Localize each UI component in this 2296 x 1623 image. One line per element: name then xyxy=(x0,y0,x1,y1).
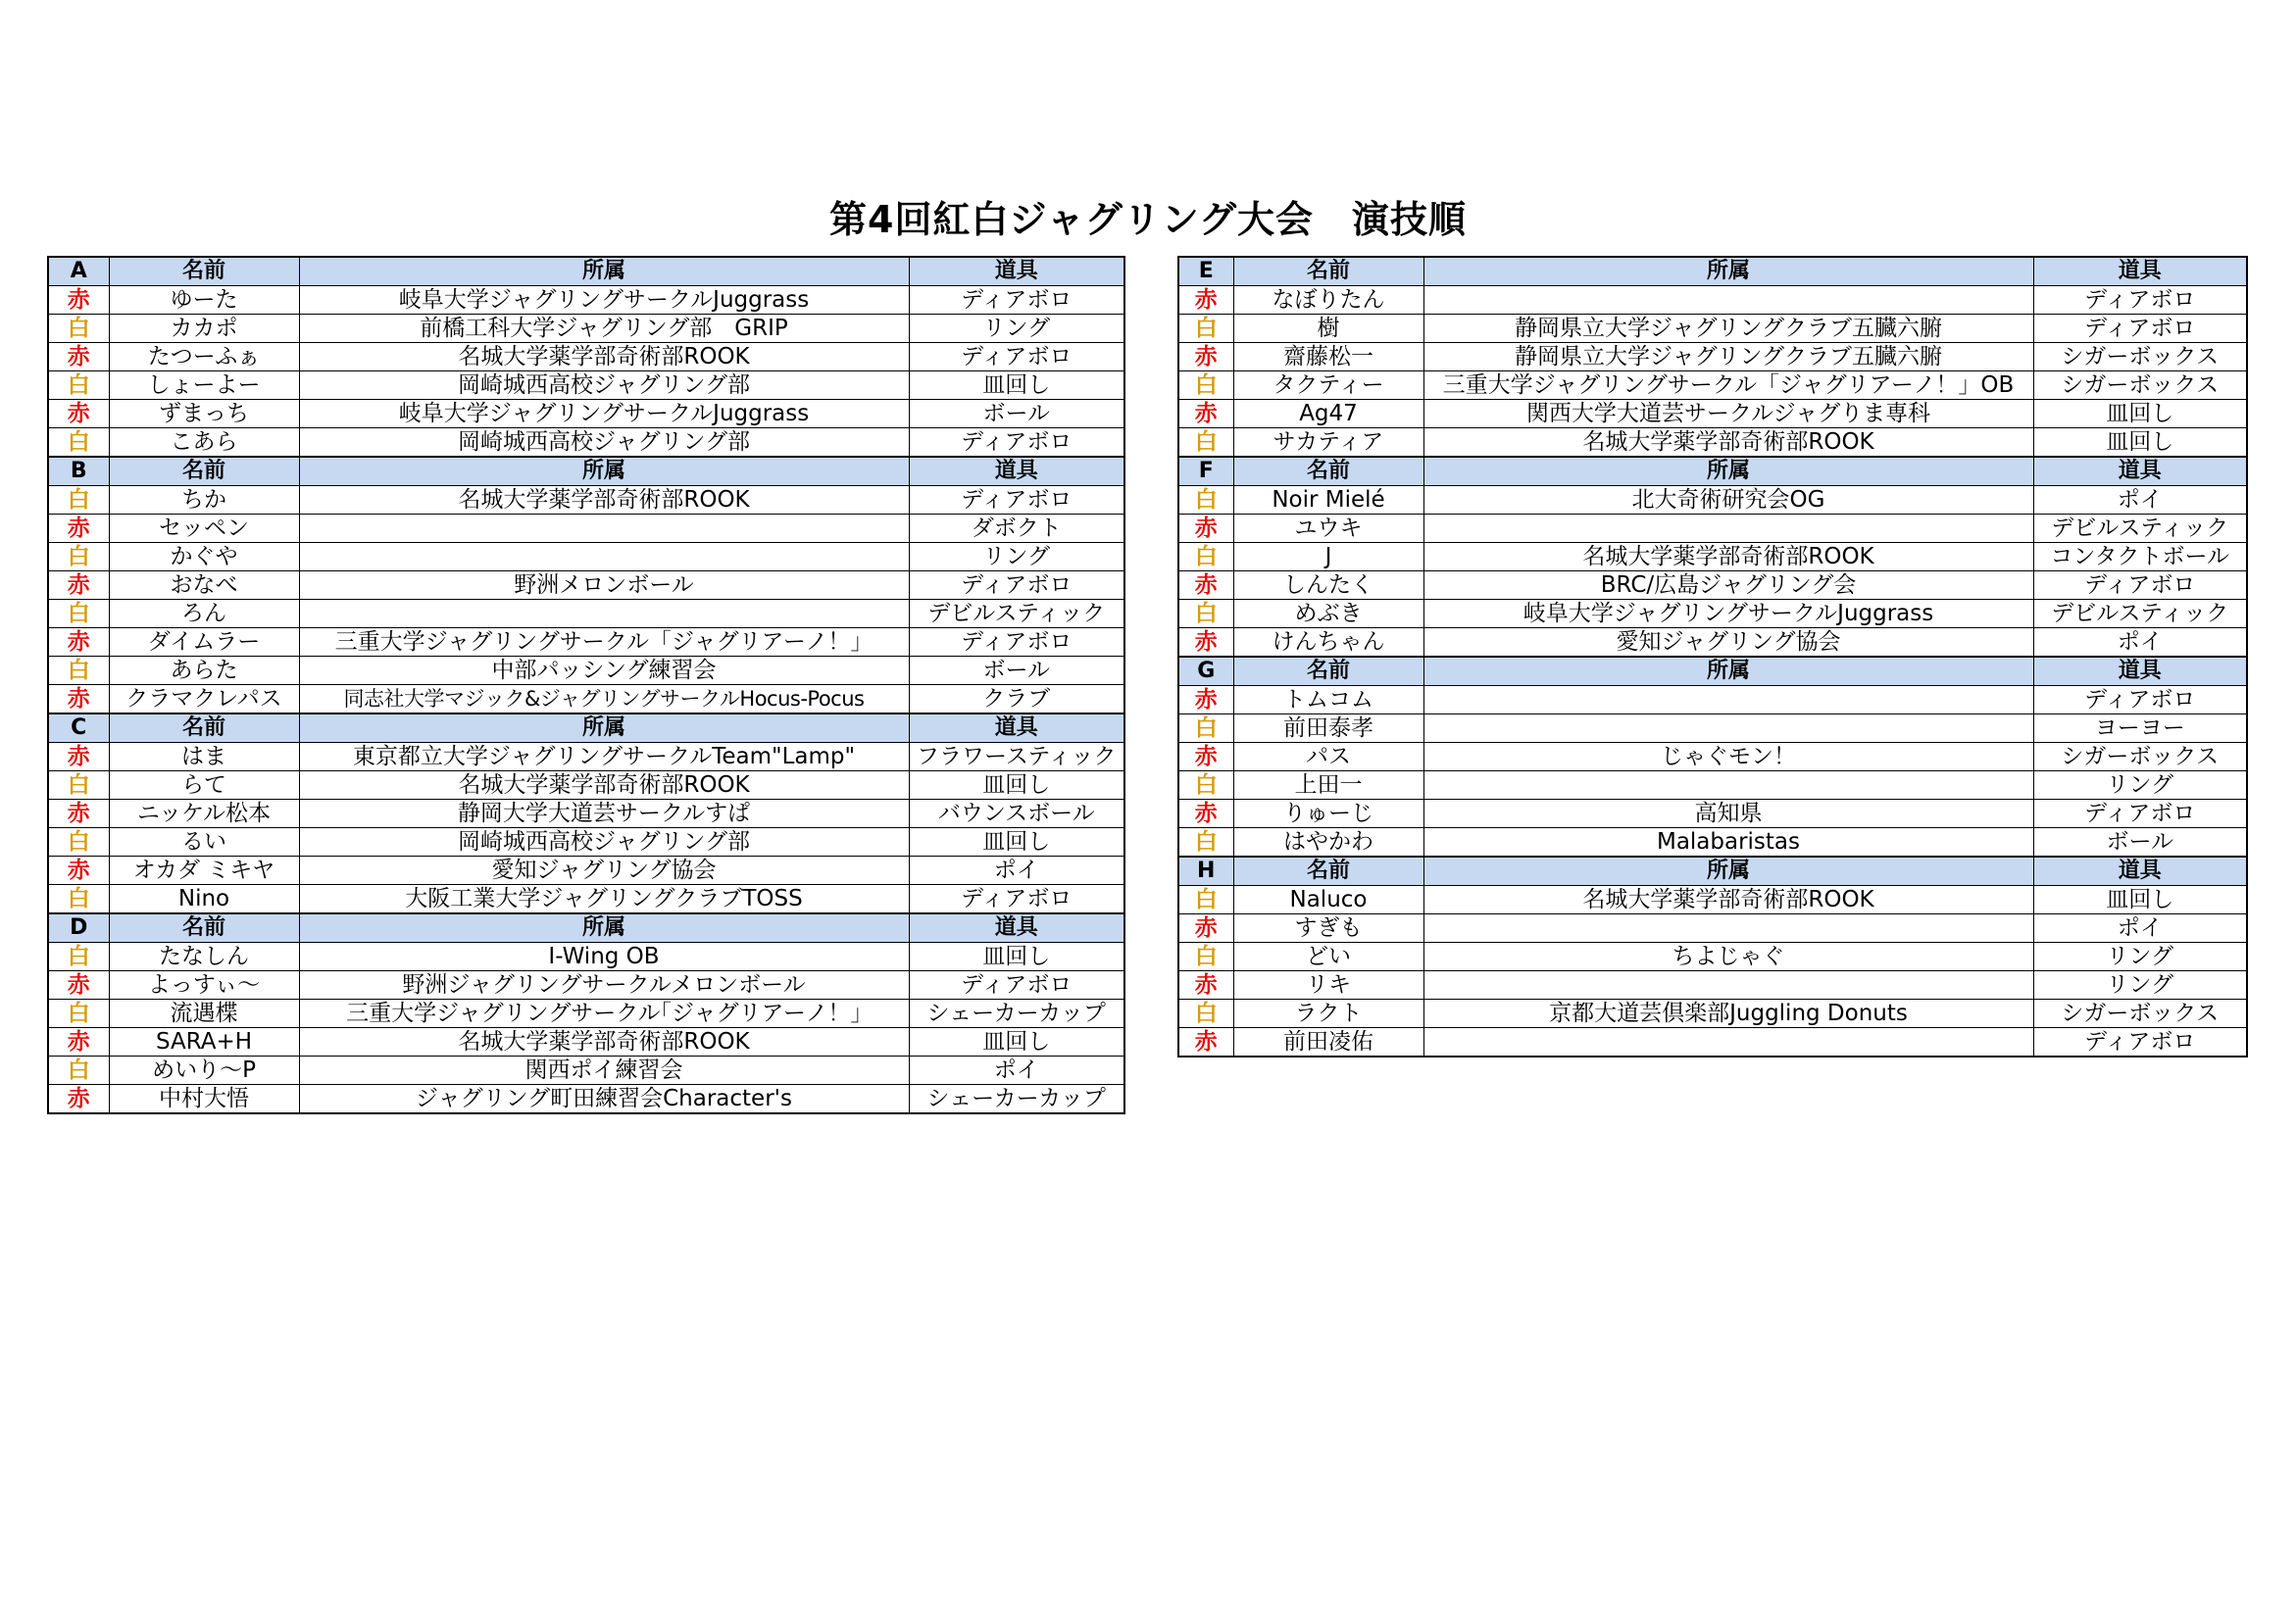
team-badge: 白 xyxy=(48,600,109,628)
performer-prop: フラワースティック xyxy=(909,743,1124,771)
performer-affiliation: ジャグリング町田練習会Character's xyxy=(299,1085,909,1114)
performer-prop: デビルスティック xyxy=(2033,515,2247,543)
performer-affiliation: BRC/広島ジャグリング会 xyxy=(1423,571,2033,600)
performer-prop: ディアボロ xyxy=(2033,1028,2247,1057)
team-badge: 白 xyxy=(1178,943,1233,971)
performer-affiliation: 岐阜大学ジャグリングサークルJuggrass xyxy=(1423,600,2033,628)
team-badge: 白 xyxy=(48,657,109,685)
performer-name: かぐや xyxy=(109,543,299,571)
performer-affiliation: 岐阜大学ジャグリングサークルJuggrass xyxy=(299,400,909,428)
performer-prop: 皿回し xyxy=(909,771,1124,800)
column-header-prop: 道具 xyxy=(2033,257,2247,286)
performer-prop: 皿回し xyxy=(909,828,1124,857)
column-header-affiliation: 所属 xyxy=(299,713,909,743)
table-row xyxy=(1178,943,2247,971)
column-header-name: 名前 xyxy=(109,457,299,486)
table-row xyxy=(1178,371,2247,400)
performer-prop: シガーボックス xyxy=(2033,1000,2247,1028)
performer-name: ちか xyxy=(109,486,299,515)
performer-prop: ディアボロ xyxy=(909,885,1124,914)
performer-affiliation: 三重大学ジャグリングサークル「ジャグリアーノ！」OB xyxy=(1423,371,2033,400)
performer-prop: ポイ xyxy=(2033,486,2247,515)
performer-prop: シガーボックス xyxy=(2033,371,2247,400)
performer-name: ダイムラー xyxy=(109,628,299,657)
performer-prop: デビルスティック xyxy=(2033,600,2247,628)
performer-name: あらた xyxy=(109,657,299,685)
team-badge: 赤 xyxy=(48,515,109,543)
team-badge: 赤 xyxy=(1178,343,1233,371)
table-row xyxy=(48,286,1124,315)
performer-affiliation xyxy=(299,600,909,628)
performer-affiliation: ちよじゃぐ xyxy=(1423,943,2033,971)
performer-prop: ボール xyxy=(909,400,1124,428)
column-header-affiliation: 所属 xyxy=(1423,657,2033,686)
performer-prop: ディアボロ xyxy=(909,286,1124,315)
team-badge: 白 xyxy=(48,943,109,971)
performer-name: J xyxy=(1233,543,1423,571)
group-label: C xyxy=(48,713,109,743)
left-column xyxy=(47,256,1125,1114)
performer-prop: リング xyxy=(909,315,1124,343)
team-badge: 白 xyxy=(1178,886,1233,914)
group-header-f xyxy=(1178,457,2247,486)
performer-name: けんちゃん xyxy=(1233,628,1423,658)
table-row xyxy=(48,1085,1124,1114)
table-row xyxy=(1178,1000,2247,1028)
team-badge: 白 xyxy=(1178,714,1233,743)
team-badge: 赤 xyxy=(1178,800,1233,828)
performer-name: しょーよー xyxy=(109,371,299,400)
team-badge: 赤 xyxy=(48,571,109,600)
performer-affiliation: 三重大学ジャグリングサークル「ジャグリアーノ！」 xyxy=(299,628,909,657)
column-header-prop: 道具 xyxy=(909,913,1124,943)
column-header-affiliation: 所属 xyxy=(299,913,909,943)
group-header-h xyxy=(1178,857,2247,886)
performer-name: 中村大悟 xyxy=(109,1085,299,1114)
performer-name: ニッケル松本 xyxy=(109,800,299,828)
performer-prop: クラブ xyxy=(909,685,1124,714)
table-row xyxy=(48,943,1124,971)
performer-prop: ディアボロ xyxy=(909,486,1124,515)
table-row xyxy=(1178,628,2247,658)
performer-prop: ボール xyxy=(2033,828,2247,858)
performer-affiliation: 名城大学薬学部奇術部ROOK xyxy=(299,1028,909,1057)
group-label: E xyxy=(1178,257,1233,286)
group-label: A xyxy=(48,257,109,286)
performer-name: クラマクレパス xyxy=(109,685,299,714)
performer-name: らて xyxy=(109,771,299,800)
table-row xyxy=(48,857,1124,885)
performer-name: りゅーじ xyxy=(1233,800,1423,828)
performer-name: パス xyxy=(1233,743,1423,771)
team-badge: 白 xyxy=(48,543,109,571)
performer-name: タクティー xyxy=(1233,371,1423,400)
column-header-prop: 道具 xyxy=(909,457,1124,486)
performer-affiliation xyxy=(1423,771,2033,800)
performer-affiliation: 岡崎城西高校ジャグリング部 xyxy=(299,371,909,400)
table-row xyxy=(48,828,1124,857)
group-header-b xyxy=(48,457,1124,486)
performer-affiliation: 名城大学薬学部奇術部ROOK xyxy=(1423,886,2033,914)
performer-name: こあら xyxy=(109,428,299,458)
performer-prop: ダボクト xyxy=(909,515,1124,543)
performer-prop: デビルスティック xyxy=(909,600,1124,628)
performer-affiliation: 三重大学ジャグリングサークル｢ジャグリアーノ！｣ xyxy=(299,1000,909,1028)
performer-name: ろん xyxy=(109,600,299,628)
team-badge: 白 xyxy=(1178,371,1233,400)
table-row xyxy=(48,400,1124,428)
performer-name: はやかわ xyxy=(1233,828,1423,858)
performer-affiliation: 大阪工業大学ジャグリングクラブTOSS xyxy=(299,885,909,914)
performer-name: Naluco xyxy=(1233,886,1423,914)
performer-prop: ポイ xyxy=(2033,628,2247,658)
performer-affiliation: 名城大学薬学部奇術部ROOK xyxy=(299,486,909,515)
column-header-name: 名前 xyxy=(1233,657,1423,686)
table-row xyxy=(48,771,1124,800)
table-row xyxy=(1178,1028,2247,1057)
group-header-a xyxy=(48,257,1124,286)
team-badge: 赤 xyxy=(1178,743,1233,771)
table-row xyxy=(48,343,1124,371)
team-badge: 白 xyxy=(1178,771,1233,800)
performer-name: サカティア xyxy=(1233,428,1423,458)
performer-affiliation: 京都大道芸倶楽部Juggling Donuts xyxy=(1423,1000,2033,1028)
performer-affiliation xyxy=(299,543,909,571)
performer-name: Ag47 xyxy=(1233,400,1423,428)
performer-prop: 皿回し xyxy=(909,1028,1124,1057)
performer-prop: ディアボロ xyxy=(909,428,1124,458)
team-badge: 白 xyxy=(48,486,109,515)
performer-prop: シェーカーカップ xyxy=(909,1085,1124,1114)
team-badge: 白 xyxy=(1178,1000,1233,1028)
team-badge: 赤 xyxy=(1178,400,1233,428)
column-header-name: 名前 xyxy=(1233,857,1423,886)
performer-name: 齋藤松一 xyxy=(1233,343,1423,371)
team-badge: 白 xyxy=(48,885,109,914)
performer-affiliation: 名城大学薬学部奇術部ROOK xyxy=(299,771,909,800)
performer-name: ゆーた xyxy=(109,286,299,315)
performer-prop: リング xyxy=(2033,943,2247,971)
column-header-affiliation: 所属 xyxy=(1423,257,2033,286)
performer-affiliation: 岐阜大学ジャグリングサークルJuggrass xyxy=(299,286,909,315)
team-badge: 赤 xyxy=(1178,515,1233,543)
performer-name: ユウキ xyxy=(1233,515,1423,543)
performer-name: リキ xyxy=(1233,971,1423,1000)
performer-prop: ポイ xyxy=(909,1057,1124,1085)
performer-affiliation xyxy=(1423,686,2033,714)
performer-name: セッペン xyxy=(109,515,299,543)
performer-name: すぎも xyxy=(1233,914,1423,943)
performer-prop: ポイ xyxy=(2033,914,2247,943)
page-title: 第4回紅白ジャグリング大会 演技順 xyxy=(829,198,1467,241)
performer-affiliation: 岡崎城西高校ジャグリング部 xyxy=(299,828,909,857)
performer-affiliation: 愛知ジャグリング協会 xyxy=(299,857,909,885)
table-row xyxy=(1178,914,2247,943)
team-badge: 白 xyxy=(1178,600,1233,628)
schedule-table-left xyxy=(47,256,1125,1114)
column-header-affiliation: 所属 xyxy=(1423,857,2033,886)
performer-prop: ディアボロ xyxy=(909,571,1124,600)
performer-prop: 皿回し xyxy=(2033,428,2247,458)
performer-prop: ボール xyxy=(909,657,1124,685)
table-row xyxy=(48,885,1124,914)
column-header-affiliation: 所属 xyxy=(299,457,909,486)
performer-name: どい xyxy=(1233,943,1423,971)
table-row xyxy=(1178,886,2247,914)
performer-affiliation: 名城大学薬学部奇術部ROOK xyxy=(1423,428,2033,458)
performer-name: Nino xyxy=(109,885,299,914)
performer-affiliation: 岡崎城西高校ジャグリング部 xyxy=(299,428,909,458)
performer-prop: コンタクトボール xyxy=(2033,543,2247,571)
performer-affiliation: 関西ポイ練習会 xyxy=(299,1057,909,1085)
performer-prop: リング xyxy=(909,543,1124,571)
column-header-prop: 道具 xyxy=(2033,457,2247,486)
group-label: B xyxy=(48,457,109,486)
table-row xyxy=(1178,343,2247,371)
team-badge: 赤 xyxy=(1178,971,1233,1000)
table-row xyxy=(48,657,1124,685)
performer-affiliation: 名城大学薬学部奇術部ROOK xyxy=(1423,543,2033,571)
team-badge: 白 xyxy=(1178,428,1233,458)
table-row xyxy=(48,428,1124,458)
team-badge: 白 xyxy=(48,1000,109,1028)
performer-prop: ディアボロ xyxy=(2033,286,2247,315)
performer-name: カカポ xyxy=(109,315,299,343)
team-badge: 赤 xyxy=(48,1085,109,1114)
performer-name: SARA+H xyxy=(109,1028,299,1057)
team-badge: 赤 xyxy=(1178,686,1233,714)
column-header-name: 名前 xyxy=(109,257,299,286)
group-header-c xyxy=(48,713,1124,743)
table-row xyxy=(48,685,1124,714)
performer-name: ラクト xyxy=(1233,1000,1423,1028)
performer-name: めぶき xyxy=(1233,600,1423,628)
team-badge: 赤 xyxy=(48,800,109,828)
column-header-name: 名前 xyxy=(109,913,299,943)
table-row xyxy=(48,515,1124,543)
table-row xyxy=(1178,571,2247,600)
performer-name: たなしん xyxy=(109,943,299,971)
team-badge: 赤 xyxy=(48,400,109,428)
table-row xyxy=(1178,971,2247,1000)
performer-prop: リング xyxy=(2033,971,2247,1000)
performer-affiliation: 愛知ジャグリング協会 xyxy=(1423,628,2033,658)
performer-affiliation: 関西大学大道芸サークルジャグりま専科 xyxy=(1423,400,2033,428)
table-row xyxy=(1178,400,2247,428)
table-row xyxy=(1178,543,2247,571)
team-badge: 赤 xyxy=(1178,628,1233,658)
performer-name: おなべ xyxy=(109,571,299,600)
column-header-affiliation: 所属 xyxy=(299,257,909,286)
table-row xyxy=(1178,800,2247,828)
performer-affiliation: 野洲メロンボール xyxy=(299,571,909,600)
team-badge: 白 xyxy=(1178,486,1233,515)
team-badge: 白 xyxy=(48,315,109,343)
table-row xyxy=(48,371,1124,400)
group-header-e xyxy=(1178,257,2247,286)
performer-affiliation xyxy=(1423,515,2033,543)
performer-name: 上田一 xyxy=(1233,771,1423,800)
performer-name: 樹 xyxy=(1233,315,1423,343)
performer-name: トムコム xyxy=(1233,686,1423,714)
performer-name: めいり～P xyxy=(109,1057,299,1085)
performer-prop: シェーカーカップ xyxy=(909,1000,1124,1028)
performer-prop: 皿回し xyxy=(909,943,1124,971)
performer-affiliation: 名城大学薬学部奇術部ROOK xyxy=(299,343,909,371)
table-row xyxy=(48,600,1124,628)
performer-prop: ヨーヨー xyxy=(2033,714,2247,743)
performer-prop: リング xyxy=(2033,771,2247,800)
team-badge: 赤 xyxy=(1178,286,1233,315)
performer-prop: ポイ xyxy=(909,857,1124,885)
team-badge: 赤 xyxy=(48,857,109,885)
table-row xyxy=(1178,315,2247,343)
table-row xyxy=(48,1000,1124,1028)
group-label: H xyxy=(1178,857,1233,886)
performer-prop: ディアボロ xyxy=(909,628,1124,657)
table-row xyxy=(48,1057,1124,1085)
table-row xyxy=(48,486,1124,515)
performer-prop: バウンスボール xyxy=(909,800,1124,828)
table-row xyxy=(48,1028,1124,1057)
group-header-d xyxy=(48,913,1124,943)
performer-prop: シガーボックス xyxy=(2033,743,2247,771)
table-row xyxy=(48,743,1124,771)
performer-name: オカダ ミキヤ xyxy=(109,857,299,885)
performer-prop: ディアボロ xyxy=(909,971,1124,1000)
team-badge: 白 xyxy=(48,428,109,458)
performer-prop: シガーボックス xyxy=(2033,343,2247,371)
performer-affiliation: 静岡大学大道芸サークルすぱ xyxy=(299,800,909,828)
group-header-g xyxy=(1178,657,2247,686)
performer-prop: 皿回し xyxy=(909,371,1124,400)
performer-affiliation xyxy=(1423,914,2033,943)
team-badge: 赤 xyxy=(48,743,109,771)
performer-prop: ディアボロ xyxy=(2033,686,2247,714)
team-badge: 赤 xyxy=(1178,571,1233,600)
table-row xyxy=(48,315,1124,343)
team-badge: 白 xyxy=(48,771,109,800)
performer-affiliation: 静岡県立大学ジャグリングクラブ五臓六腑 xyxy=(1423,343,2033,371)
team-badge: 白 xyxy=(1178,315,1233,343)
table-row xyxy=(1178,686,2247,714)
performer-affiliation xyxy=(1423,1028,2033,1057)
performer-name: よっすぃ～ xyxy=(109,971,299,1000)
group-label: D xyxy=(48,913,109,943)
performer-name: なぼりたん xyxy=(1233,286,1423,315)
team-badge: 白 xyxy=(48,371,109,400)
performer-name: ずまっち xyxy=(109,400,299,428)
performer-affiliation: 静岡県立大学ジャグリングクラブ五臓六腑 xyxy=(1423,315,2033,343)
performer-affiliation: I-Wing OB xyxy=(299,943,909,971)
right-column xyxy=(1177,256,2248,1057)
team-badge: 赤 xyxy=(48,628,109,657)
group-label: F xyxy=(1178,457,1233,486)
performer-name: 流遇楪 xyxy=(109,1000,299,1028)
performer-affiliation: 同志社大学マジック&ジャグリングサークルHocus-Pocus xyxy=(299,685,909,714)
group-label: G xyxy=(1178,657,1233,686)
table-row xyxy=(1178,714,2247,743)
performer-name: しんたく xyxy=(1233,571,1423,600)
performer-name: るい xyxy=(109,828,299,857)
column-header-prop: 道具 xyxy=(2033,857,2247,886)
performer-prop: ディアボロ xyxy=(909,343,1124,371)
team-badge: 白 xyxy=(48,1057,109,1085)
table-row xyxy=(48,628,1124,657)
performer-affiliation xyxy=(1423,971,2033,1000)
team-badge: 赤 xyxy=(48,1028,109,1057)
table-row xyxy=(48,571,1124,600)
performer-name: 前田泰孝 xyxy=(1233,714,1423,743)
column-header-prop: 道具 xyxy=(909,713,1124,743)
performer-affiliation: 前橋工科大学ジャグリング部 GRIP xyxy=(299,315,909,343)
performer-name: はま xyxy=(109,743,299,771)
performer-prop: ディアボロ xyxy=(2033,571,2247,600)
team-badge: 赤 xyxy=(1178,1028,1233,1057)
column-header-prop: 道具 xyxy=(909,257,1124,286)
table-row xyxy=(1178,600,2247,628)
performer-affiliation: 中部パッシング練習会 xyxy=(299,657,909,685)
performer-affiliation: 高知県 xyxy=(1423,800,2033,828)
table-row xyxy=(1178,286,2247,315)
performer-affiliation xyxy=(1423,286,2033,315)
column-header-affiliation: 所属 xyxy=(1423,457,2033,486)
team-badge: 赤 xyxy=(48,343,109,371)
team-badge: 白 xyxy=(48,828,109,857)
table-row xyxy=(1178,515,2247,543)
table-row xyxy=(1178,743,2247,771)
performer-affiliation xyxy=(299,515,909,543)
performer-prop: 皿回し xyxy=(2033,886,2247,914)
column-header-name: 名前 xyxy=(1233,257,1423,286)
team-badge: 白 xyxy=(1178,828,1233,858)
table-row xyxy=(48,543,1124,571)
performer-affiliation: 東京都立大学ジャグリングサークルTeam"Lamp" xyxy=(299,743,909,771)
table-row xyxy=(1178,486,2247,515)
team-badge: 赤 xyxy=(48,685,109,714)
team-badge: 白 xyxy=(1178,543,1233,571)
performer-name: 前田凌佑 xyxy=(1233,1028,1423,1057)
performer-prop: 皿回し xyxy=(2033,400,2247,428)
performer-name: たつーふぁ xyxy=(109,343,299,371)
team-badge: 赤 xyxy=(48,286,109,315)
performer-prop: ディアボロ xyxy=(2033,800,2247,828)
performer-affiliation: Malabaristas xyxy=(1423,828,2033,858)
column-header-name: 名前 xyxy=(109,713,299,743)
performer-affiliation: 北大奇術研究会OG xyxy=(1423,486,2033,515)
performer-prop: ディアボロ xyxy=(2033,315,2247,343)
table-row xyxy=(48,800,1124,828)
table-row xyxy=(1178,771,2247,800)
performer-name: Noir Mielé xyxy=(1233,486,1423,515)
schedule-table-right xyxy=(1177,256,2248,1057)
column-header-name: 名前 xyxy=(1233,457,1423,486)
team-badge: 赤 xyxy=(48,971,109,1000)
performer-affiliation xyxy=(1423,714,2033,743)
performer-affiliation: 野洲ジャグリングサークルメロンボール xyxy=(299,971,909,1000)
table-row xyxy=(1178,828,2247,858)
column-header-prop: 道具 xyxy=(2033,657,2247,686)
performer-affiliation: じゃぐモン！ xyxy=(1423,743,2033,771)
team-badge: 赤 xyxy=(1178,914,1233,943)
table-row xyxy=(48,971,1124,1000)
table-row xyxy=(1178,428,2247,458)
